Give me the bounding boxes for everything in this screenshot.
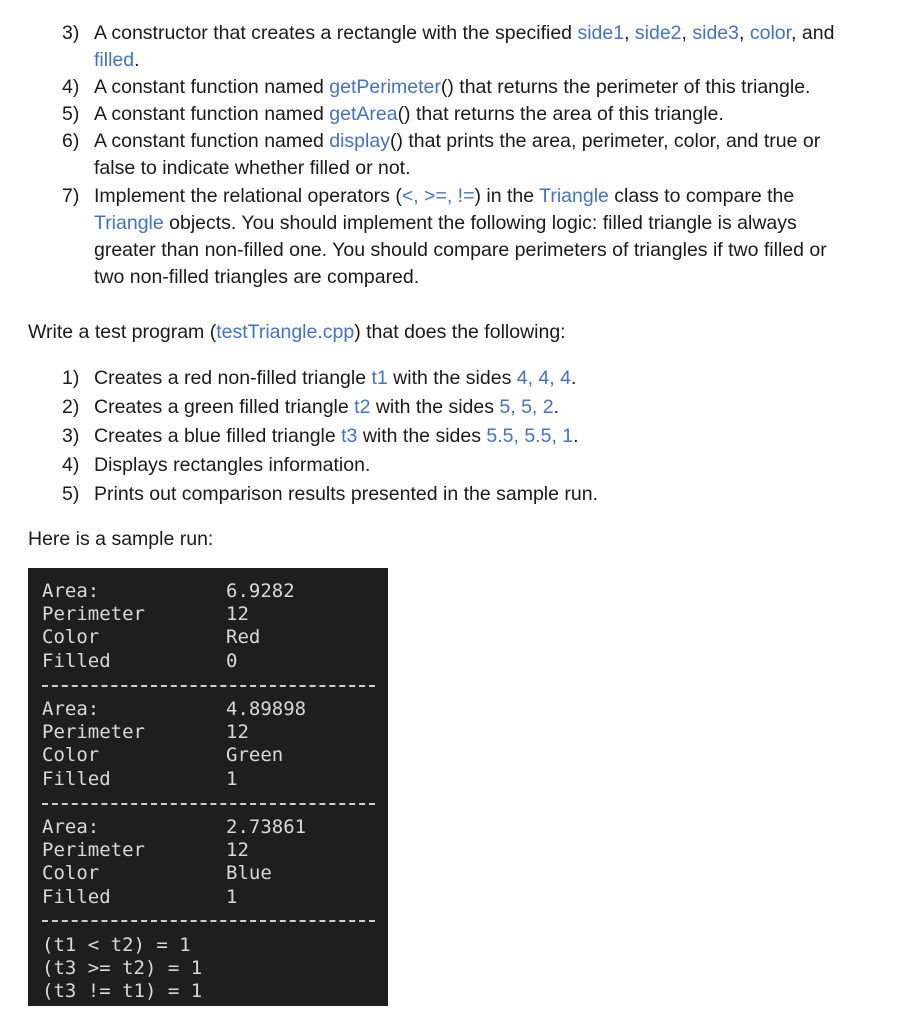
step-4-line: Displays rectangles information. (94, 454, 371, 476)
output-value-area: 4.89898 (226, 698, 307, 720)
output-value-filled: 1 (226, 768, 238, 790)
terminal-output (28, 568, 388, 1006)
step-4-number: 4) (62, 454, 80, 476)
output-row-area: Area: 2.73861 (42, 816, 307, 838)
step-2-line: Creates a green filled triangle t2 with the sides 5, 5, 2. (94, 396, 560, 418)
item-7-number: 7) (62, 185, 80, 207)
output-value-color: Blue (226, 862, 272, 884)
output-value-filled: 1 (226, 886, 238, 908)
output-row-perimeter: Perimeter 12 (42, 721, 249, 743)
output-value-filled: 0 (226, 650, 238, 672)
step-1-line: Creates a red non-filled triangle t1 with the sides 4, 4, 4. (94, 367, 577, 389)
fn-display: display (329, 130, 390, 152)
output-row-perimeter: Perimeter 12 (42, 839, 249, 861)
output-value-perimeter: 12 (226, 839, 249, 861)
item-4-line: A constant function named getPerimeter() that returns the perimeter of this triangle. (94, 76, 811, 98)
item-3-line-1: A constructor that creates a rectangle with the specified side1, side2, side3, color, and (94, 22, 835, 44)
sample-run-label: Here is a sample run: (28, 528, 214, 550)
test-program-intro: Write a test program (testTriangle.cpp) that does the following: (28, 321, 566, 343)
output-value-color: Red (226, 626, 261, 648)
dashed-separator (42, 803, 375, 805)
comparison-result: (t3 >= t2) = 1 (42, 957, 203, 979)
item-7-line-1: Implement the relational operators (<, >=, !=) in the Triangle class to compare the (94, 185, 795, 207)
item-3-line-2: filled. (94, 49, 140, 71)
output-value-area: 6.9282 (226, 580, 295, 602)
step-3-number: 3) (62, 425, 80, 447)
var-t1: t1 (371, 367, 388, 389)
item-5-line: A constant function named getArea() that returns the area of this triangle. (94, 103, 724, 125)
output-row-color: Color Green (42, 744, 284, 766)
output-row-color: Color Blue (42, 862, 272, 884)
dashed-separator (42, 920, 375, 922)
relational-operators: <, >=, != (401, 185, 475, 207)
output-row-filled: Filled 1 (42, 886, 238, 908)
step-3-line: Creates a blue filled triangle t3 with the sides 5.5, 5.5, 1. (94, 425, 579, 447)
sides-values: 5.5, 5.5, 1 (486, 425, 574, 447)
param-side1: side1 (577, 22, 625, 44)
var-t3: t3 (341, 425, 358, 447)
item-7-line-4: two non-filled triangles are compared. (94, 266, 420, 288)
item-6-line-1: A constant function named display() that prints the area, perimeter, color, and true or (94, 130, 821, 152)
param-side2: side2 (634, 22, 682, 44)
output-value-perimeter: 12 (226, 603, 249, 625)
item-6-number: 6) (62, 130, 80, 152)
dashed-separator (42, 685, 375, 687)
param-side3: side3 (692, 22, 739, 44)
output-value-color: Green (226, 744, 284, 766)
item-3-number: 3) (62, 22, 80, 44)
output-row-area: Area: 6.9282 (42, 580, 295, 602)
comparison-result: (t1 < t2) = 1 (42, 934, 191, 956)
param-color: color (749, 22, 792, 44)
step-2-number: 2) (62, 396, 80, 418)
output-row-area: Area: 4.89898 (42, 698, 307, 720)
step-5-number: 5) (62, 483, 80, 505)
item-7-line-2: Triangle objects. You should implement the following logic: filled triangle is always (94, 212, 797, 234)
step-5-line: Prints out comparison results presented in the sample run. (94, 483, 599, 505)
item-7-line-3: greater than non-filled one. You should compare perimeters of triangles if two filled or (94, 239, 827, 261)
fn-getarea: getArea (329, 103, 398, 125)
output-row-perimeter: Perimeter 12 (42, 603, 249, 625)
comparison-result: (t3 != t1) = 1 (42, 980, 203, 1002)
item-6-line-2: false to indicate whether filled or not. (94, 157, 411, 179)
output-row-filled: Filled 0 (42, 650, 238, 672)
test-file-name: testTriangle.cpp (216, 321, 355, 343)
fn-getperimeter: getPerimeter (329, 76, 441, 98)
class-name-triangle: Triangle (94, 212, 164, 234)
item-5-number: 5) (62, 103, 80, 125)
param-filled: filled (94, 49, 135, 71)
class-name-triangle: Triangle (539, 185, 609, 207)
output-row-filled: Filled 1 (42, 768, 238, 790)
output-value-perimeter: 12 (226, 721, 249, 743)
output-value-area: 2.73861 (226, 816, 307, 838)
sides-values: 5, 5, 2 (499, 396, 554, 418)
sides-values: 4, 4, 4 (516, 367, 571, 389)
step-1-number: 1) (62, 367, 80, 389)
var-t2: t2 (354, 396, 371, 418)
item-4-number: 4) (62, 76, 80, 98)
output-row-color: Color Red (42, 626, 261, 648)
